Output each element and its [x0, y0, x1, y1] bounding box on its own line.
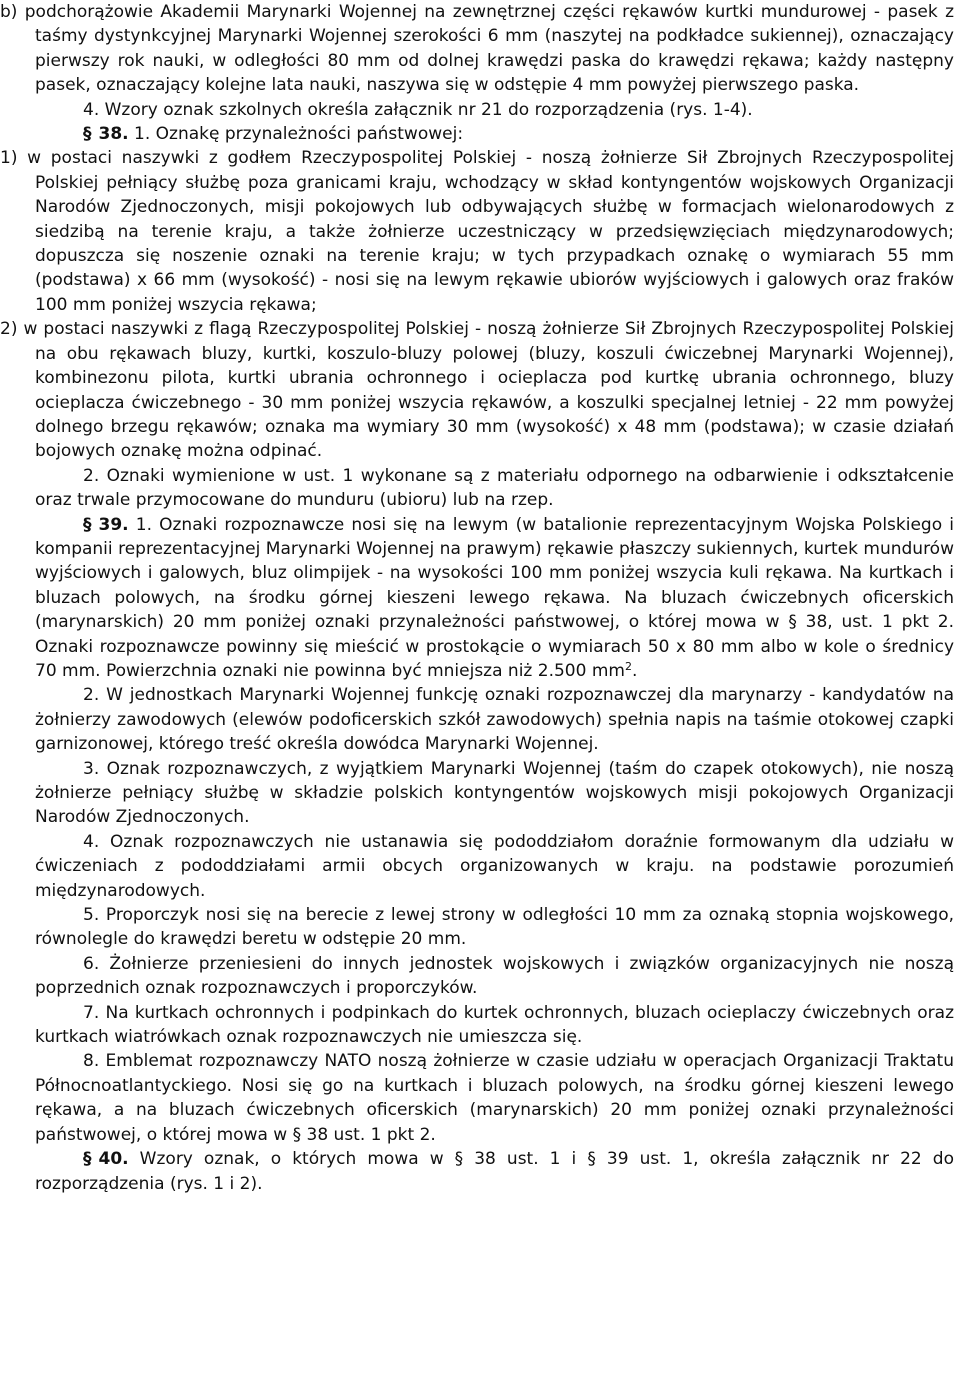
- paragraph-section-38-heading: [0, 122, 960, 146]
- paragraph-b-cadets: b) podchorążowie Akademii Marynarki Wojennej na zewnętrznej części rękawów kurtki mundurowej - pasek z taśmy dystynkcyjnej Marynarki Wojennej szerokości 6 mm (naszytej na podkładce sukiennej), oznaczający pierwszy rok nauki, w odległości 80 mm od dolnej krawędzi paska do krawędzi rękawa; każdy następny pasek, oznaczający kolejne lata nauki, naszywa się w odstępie 4 mm powyżej pierwszego paska.: [0, 2, 954, 96]
- section-number-39: 39.: [98, 514, 129, 535]
- section-number-40: 40.: [98, 1149, 129, 1170]
- section-39-text: 1. Oznaki rozpoznawcze nosi się na lewym (w batalionie reprezentacyjnym Wojska Polskiego i kompanii reprezentacyjnej Marynarki Wojennej na prawym) rękawie płaszczy sukiennych, kurtek mundurów wyjściowych i galowych, bluz olimpijek - na wysokości 100 mm poniżej wszycia kuli rękawa. Na kurtkach i bluzach polowych, na środku górnej kieszeni lewego rękawa. Na bluzach ćwiczebnych oficerskich (marynarskich) 20 mm poniżej oznaki przynależności państwowej, o której mowa w § 38, ust. 1 pkt 2. Oznaki rozpoznawcze powinny się mieścić w prostokącie o wymiarach 50 x 80 mm albo w kole o średnicy 70 mm. Powierzchnia oznaki nie powinna być mniejsza niż 2.500 mm: [35, 514, 954, 681]
- section-39-text-end: .: [631, 660, 638, 681]
- section-40-text: Wzory oznak, o których mowa w § 38 ust. 1 i § 39 ust. 1, określa załącznik nr 22 do rozporządzenia (rys. 1 i 2).: [35, 1149, 954, 1194]
- section-38-text: 1. Oznakę przynależności państwowej:: [128, 124, 464, 145]
- paragraph-39-ust-5: 5. Proporczyk nosi się na berecie z lewej strony w odległości 10 mm za oznaką stopnia wojskowego, równolegle do krawędzi beretu w odstępie 20 mm.: [35, 905, 954, 950]
- superscript-2: 2: [624, 659, 632, 673]
- paragraph-39-ust-3: 3. Oznak rozpoznawczych, z wyjątkiem Marynarki Wojennej (taśm do czapek otokowych), nie noszą żołnierze pełniący służbę w składzie polskich kontyngentów wojskowych misji pokojowych Organizacji Narodów Zjednoczonych.: [35, 758, 954, 828]
- paragraph-39-ust-2: 2. W jednostkach Marynarki Wojennej funkcję oznaki rozpoznawczej dla marynarzy - kandydatów na żołnierzy zawodowych (elewów podoficerskich szkół zawodowych) spełnia napis na taśmie otokowej czapki garnizonowej, którego treść określa dowódca Marynarki Wojennej.: [35, 685, 954, 755]
- paragraph-39-ust-7: 7. Na kurtkach ochronnych i podpinkach do kurtek ochronnych, bluzach ocieplaczy ćwiczebnych oraz kurtkach wiatrówkach oznak rozpoznawczych nie umieszcza się.: [35, 1002, 954, 1048]
- paragraph-39-ust-6: 6. Żołnierze przeniesieni do innych jednostek wojskowych i związków organizacyjnych nie noszą poprzednich oznak rozpoznawczych i proporczyków.: [35, 953, 954, 999]
- paragraph-4-school-badges: 4. Wzory oznak szkolnych określa załącznik nr 21 do rozporządzenia (rys. 1-4).: [83, 99, 753, 120]
- paragraph-section-39: [0, 513, 960, 684]
- paragraph-38-point-2: 2) w postaci naszywki z flagą Rzeczypospolitej Polskiej - noszą żołnierze Sił Zbrojnych Rzeczypospolitej Polskiej na obu rękawach bluzy, kurtki, koszulo-bluzy polowej (bluzy, koszuli ćwiczebnej Marynarki Wojennej), kombinezonu pilota, kurtki ubrania ochronnego i ocieplacza pod kurtkę ubrania ochronnego, bluzy ocieplacza ćwiczebnego - 30 mm poniżej wszycia rękawów, a koszulki specjalnej letniej - 22 mm powyżej dolnego brzegu rękawów; oznaka ma wymiary 30 mm (wysokość) x 48 mm (podstawa); w czasie działań bojowych oznakę można odpinać.: [0, 319, 954, 462]
- section-symbol: §: [83, 514, 92, 535]
- paragraph-38-ust-2: 2. Oznaki wymienione w ust. 1 wykonane są z materiału odpornego na odbarwienie i odkształcenie oraz trwale przymocowane do munduru (ubioru) lub na rzep.: [35, 465, 954, 511]
- section-symbol: §: [83, 1149, 92, 1170]
- paragraph-38-point-1: 1) w postaci naszywki z godłem Rzeczypospolitej Polskiej - noszą żołnierze Sił Zbrojnych Rzeczypospolitej Polskiej pełniący służbę poza granicami kraju, wchodzący w skład kontyngentów wojskowych Organizacji Narodów Zjednoczonych, misji pokojowych lub odbywających służbę w formacjach wielonarodowych z siedzibą na terenie kraju, a także żołnierze uczestniczący w przedsięwzięciach międzynarodowych; dopuszcza się noszenie oznaki na terenie kraju; w tych przypadkach oznakę o wymiarach 55 mm (podstawa) x 66 mm (wysokość) - nosi się na lewym rękawie ubiorów wyjściowych i galowych oraz fraków 100 mm poniżej wszycia rękawa;: [0, 148, 954, 315]
- section-number-38: 38.: [98, 124, 129, 145]
- section-symbol: §: [83, 124, 92, 145]
- paragraph-39-ust-4: 4. Oznak rozpoznawczych nie ustanawia się pododdziałom doraźnie formowanym dla udziału w ćwiczeniach z pododdziałami armii obcych organizowanych w kraju. na podstawie porozumień międzynarodowych.: [35, 831, 954, 901]
- paragraph-section-40: [0, 1147, 960, 1196]
- paragraph-39-ust-8: 8. Emblemat rozpoznawczy NATO noszą żołnierze w czasie udziału w operacjach Organizacji Traktatu Północnoatlantyckiego. Nosi się go na kurtkach i bluzach polowych, na środku górnej kieszeni lewego rękawa, a na bluzach ćwiczebnych oficerskich (marynarskich) 20 mm poniżej oznaki przynależności państwowej, o której mowa w § 38 ust. 1 pkt 2.: [35, 1051, 954, 1145]
